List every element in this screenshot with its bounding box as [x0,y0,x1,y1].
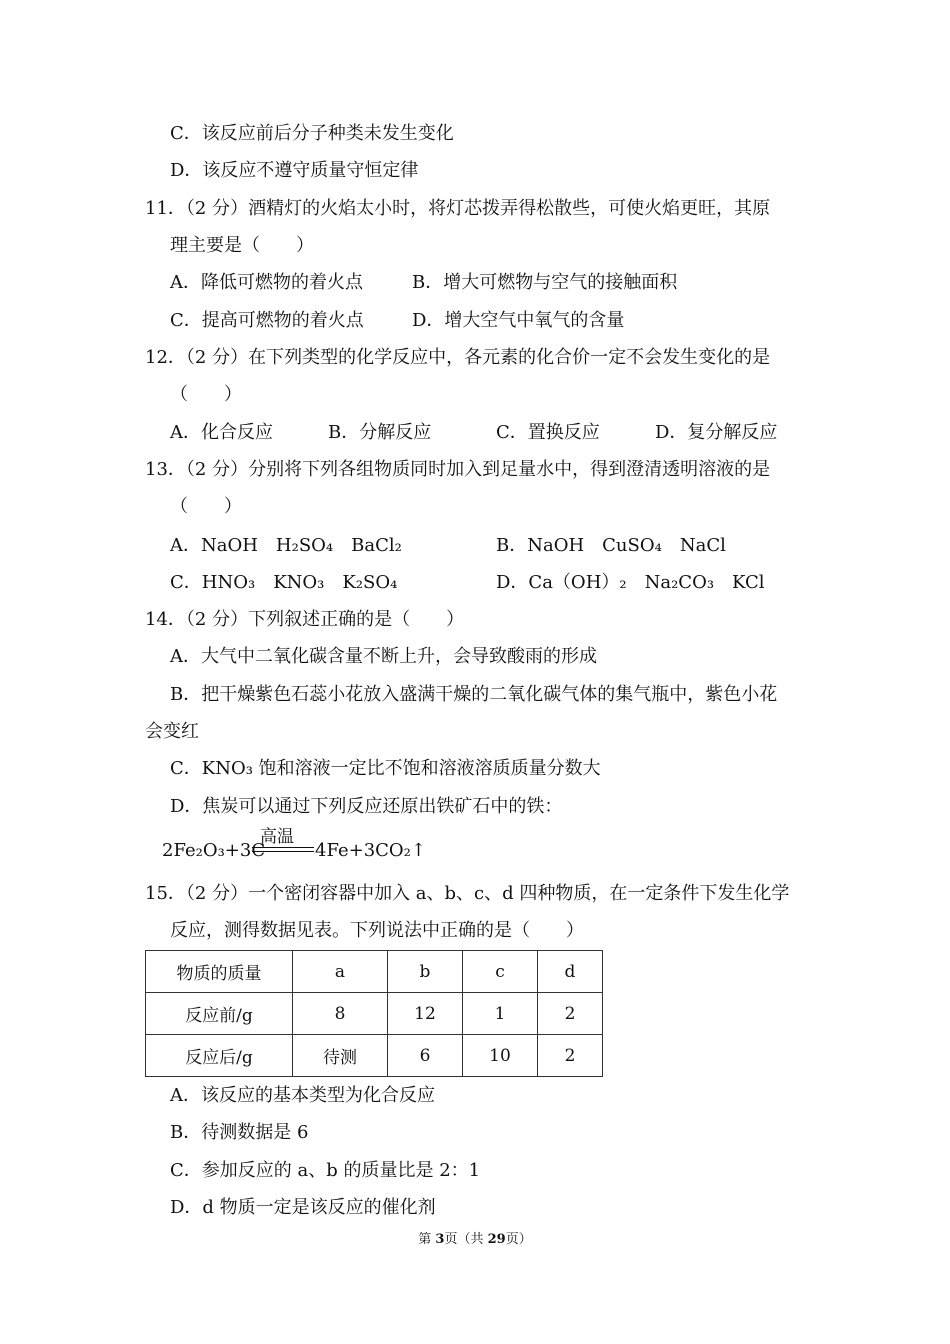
table-row [146,1035,603,1077]
table-cell: 待测 [293,1035,388,1077]
table-header-row [146,951,603,993]
q11-option-a: A．降低可燃物的着火点 [170,272,363,293]
q10-option-c: C．该反应前后分子种类未发生变化 [170,123,454,144]
q12-option-c: C．置换反应 [496,422,600,443]
q14-option-b-line2: 会变红 [145,721,199,742]
table-cell: 2 [538,993,603,1035]
q12-stem-line2: （ ） [170,384,242,405]
table-cell: 6 [388,1035,463,1077]
q15-option-c: C．参加反应的 a、b 的质量比是 2：1 [170,1160,481,1181]
q10-option-d: D．该反应不遵守质量守恒定律 [170,160,419,181]
table-cell: 反应前/g [146,993,293,1035]
table-header-cell: 物质的质量 [146,951,293,993]
q11-option-b: B．增大可燃物与空气的接触面积 [412,272,678,293]
table-cell: 8 [293,993,388,1035]
footer-page-number: 3 [435,1232,445,1247]
q15-option-a: A．该反应的基本类型为化合反应 [170,1085,435,1106]
q14-option-a: A．大气中二氧化碳含量不断上升，会导致酸雨的形成 [170,646,597,667]
q12-option-b: B．分解反应 [328,422,432,443]
q11-option-c: C．提高可燃物的着火点 [170,310,364,331]
q11-option-d: D．增大空气中氧气的含量 [412,310,625,331]
table-cell: 1 [463,993,538,1035]
q12-stem-line1: 12．（2 分）在下列类型的化学反应中，各元素的化合价一定不会发生变化的是 [145,347,771,368]
q13-stem-line1: 13．（2 分）分别将下列各组物质同时加入到足量水中，得到澄清透明溶液的是 [145,459,771,480]
q15-stem-line2: 反应，测得数据见表。下列说法中正确的是（ ） [170,920,584,941]
table-header-cell: d [538,951,603,993]
table-header-cell: c [463,951,538,993]
table-cell: 12 [388,993,463,1035]
q14-option-d: D．焦炭可以通过下列反应还原出铁矿石中的铁： [170,796,563,817]
equation-arrow-line-bottom [252,851,314,852]
q12-option-d: D．复分解反应 [655,422,778,443]
table-header-cell: b [388,951,463,993]
page-footer [0,1228,950,1247]
equation-arrow-line-top [252,847,314,848]
table-header-cell: a [293,951,388,993]
q15-option-d: D．d 物质一定是该反应的催化剂 [170,1197,436,1218]
q14-stem: 14．（2 分）下列叙述正确的是（ ） [145,609,465,630]
q11-stem-line1: 11．（2 分）酒精灯的火焰太小时，将灯芯拨弄得松散些，可使火焰更旺，其原 [145,198,771,219]
footer-prefix: 第 [418,1232,436,1247]
table-cell: 10 [463,1035,538,1077]
table-cell: 2 [538,1035,603,1077]
q13-option-d: D．Ca（OH）₂ Na₂CO₃ KCl [496,572,765,593]
q13-stem-line2: （ ） [170,496,242,517]
equation-products: 4Fe+3CO₂↑ [315,840,426,861]
footer-total-pages: 29 [487,1232,506,1247]
equation-condition: 高温 [260,827,294,847]
footer-suffix: 页） [505,1232,532,1247]
q13-option-b: B．NaOH CuSO₄ NaCl [496,535,726,556]
footer-middle: 页（共 [444,1232,488,1247]
table-row [146,993,603,1035]
table-cell: 反应后/g [146,1035,293,1077]
q14-option-b-line1: B．把干燥紫色石蕊小花放入盛满干燥的二氧化碳气体的集气瓶中，紫色小花 [170,684,778,705]
q15-option-b: B．待测数据是 6 [170,1122,309,1143]
q12-option-a: A．化合反应 [170,422,273,443]
mass-data-table [145,950,603,1077]
equation-reactants: 2Fe₂O₃+3C [162,840,266,861]
q11-stem-line2: 理主要是（ ） [170,235,314,256]
q13-option-c: C．HNO₃ KNO₃ K₂SO₄ [170,572,398,593]
q14-option-c: C．KNO₃ 饱和溶液一定比不饱和溶液溶质质量分数大 [170,758,601,779]
q13-option-a: A．NaOH H₂SO₄ BaCl₂ [170,535,402,556]
q15-stem-line1: 15．（2 分）一个密闭容器中加入 a、b、c、d 四种物质，在一定条件下发生化学 [145,883,790,904]
